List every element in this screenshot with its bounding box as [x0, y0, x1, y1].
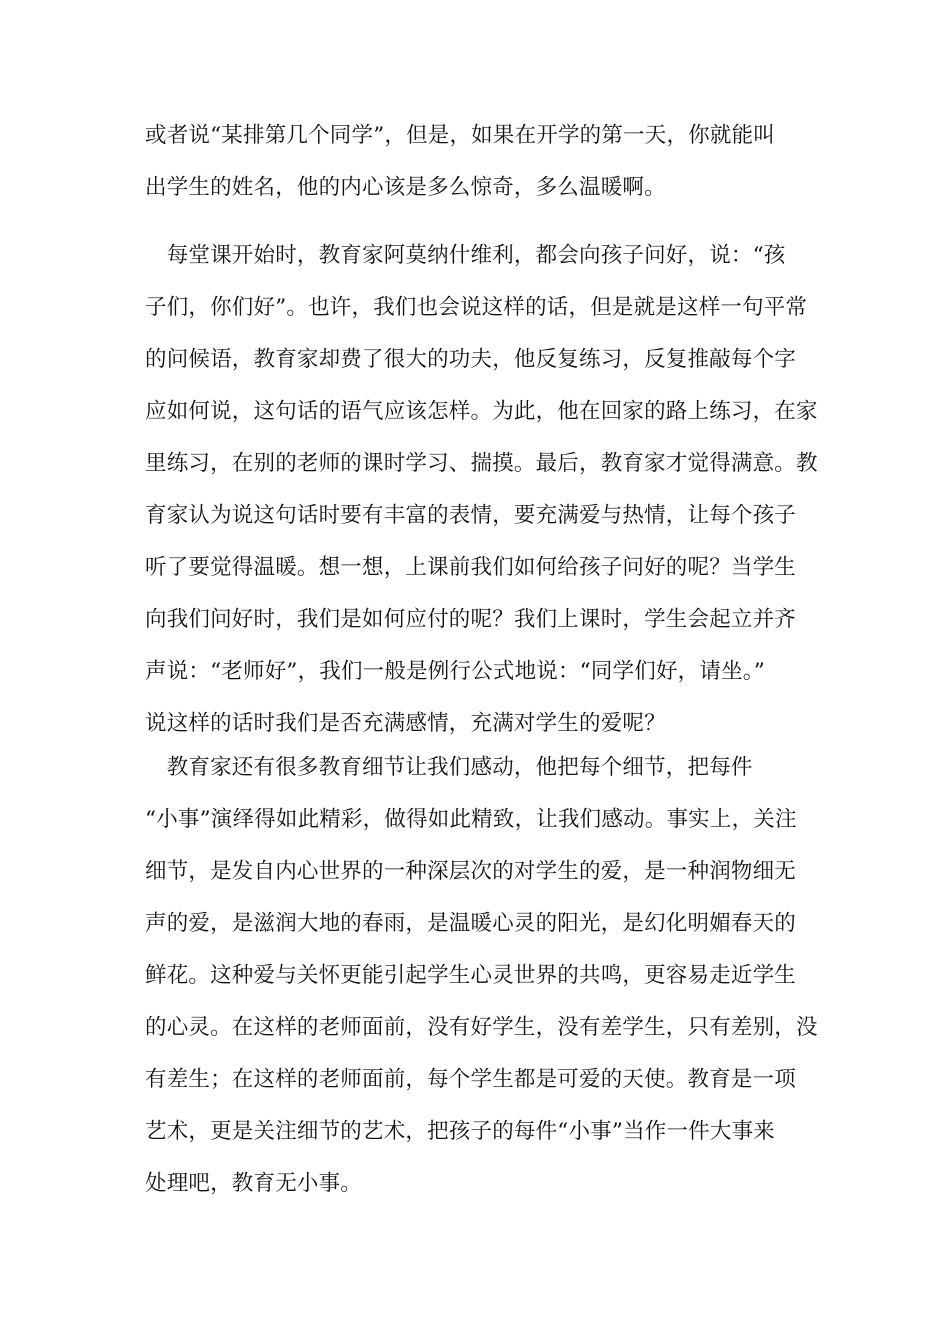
text-line: 听了要觉得温暖。想一想，上课前我们如何给孩子问好的呢？当学生	[145, 555, 797, 580]
text-line: 的问候语，教育家却费了很大的功夫，他反复练习，反复推敲每个字	[145, 347, 797, 372]
text-line: 子们，你们好”。也许，我们也会说这样的话，但是就是这样一句平常	[145, 295, 808, 320]
paragraph-1	[145, 110, 825, 214]
text-line: 每堂课开始时，教育家阿莫纳什维利，都会向孩子问好，说：“孩	[145, 243, 786, 268]
text-line: 鲜花。这种爱与关怀更能引起学生心灵世界的共鸣，更容易走近学生	[145, 963, 797, 988]
text-line: 声说：“老师好”，我们一般是例行公式地说：“同学们好，请坐。”	[145, 659, 765, 684]
text-line: 出学生的姓名，他的内心该是多么惊奇，多么温暖啊。	[145, 175, 666, 200]
text-line: 里练习，在别的老师的课时学习、揣摸。最后，教育家才觉得满意。教	[145, 451, 818, 476]
paragraph-2	[145, 230, 825, 750]
paragraph-3	[145, 742, 825, 1210]
text-line: 艺术，更是关注细节的艺术，把孩子的每件“小事”当作一件大事来	[145, 1119, 775, 1144]
text-line: 或者说“某排第几个同学”，但是，如果在开学的第一天，你就能叫	[145, 123, 775, 148]
text-line: “小事”演绎得如此精彩，做得如此精致，让我们感动。事实上，关注	[145, 807, 797, 832]
text-line: 说这样的话时我们是否充满感情，充满对学生的爱呢？	[145, 711, 666, 736]
text-line: 声的爱，是滋润大地的春雨，是温暖心灵的阳光，是幻化明媚春天的	[145, 911, 797, 936]
text-line: 有差生；在这样的老师面前，每个学生都是可爱的天使。教育是一项	[145, 1067, 797, 1092]
text-line: 处理吧，教育无小事。	[145, 1171, 363, 1196]
text-line: 向我们问好时，我们是如何应付的呢？我们上课时，学生会起立并齐	[145, 607, 797, 632]
text-line: 的心灵。在这样的老师面前，没有好学生，没有差学生，只有差别，没	[145, 1015, 818, 1040]
text-line: 教育家还有很多教育细节让我们感动，他把每个细节，把每件	[145, 755, 753, 780]
text-line: 育家认为说这句话时要有丰富的表情，要充满爱与热情，让每个孩子	[145, 503, 797, 528]
text-line: 细节，是发自内心世界的一种深层次的对学生的爱，是一种润物细无	[145, 859, 797, 884]
text-line: 应如何说，这句话的语气应该怎样。为此，他在回家的路上练习，在家	[145, 399, 818, 424]
